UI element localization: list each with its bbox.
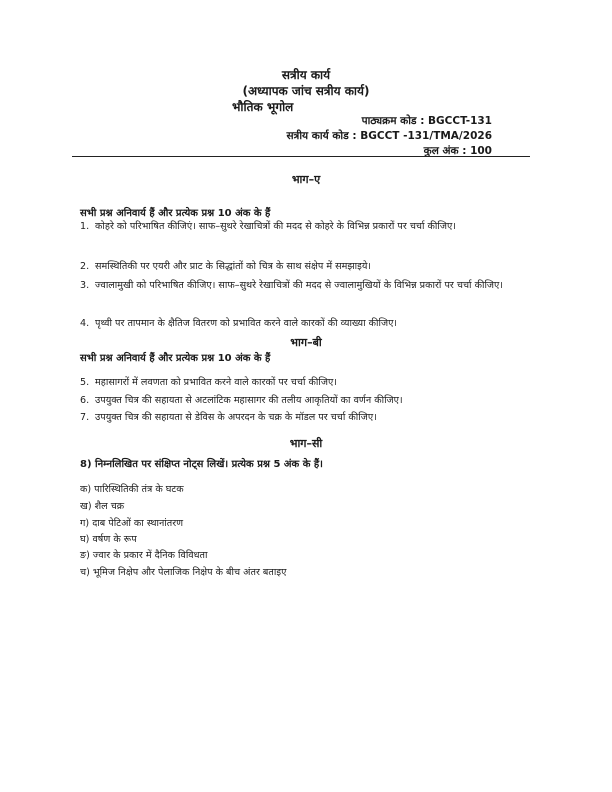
question-number: 1. bbox=[80, 221, 90, 232]
course-code: पाठ्यक्रम कोड : BGCCT-131 bbox=[361, 115, 492, 127]
question-text: ज्वालामुखी को परिभाषित कीजिए। साफ–सुथरे रेखाचित्रों की मदद से ज्वालामुखियों के विभिन्न प्रकारों पर चर्चा कीजिए। bbox=[95, 280, 503, 291]
subject-name: भौतिक भूगोल bbox=[232, 100, 294, 114]
note-item: घ) वर्षण के रूप bbox=[80, 534, 137, 545]
question-6 bbox=[80, 393, 520, 409]
question-number: 3. bbox=[80, 280, 90, 291]
question-number: 4. bbox=[80, 318, 90, 329]
question-number: 5. bbox=[80, 377, 90, 388]
note-item: क) पारिस्थितिकी तंत्र के घटक bbox=[80, 484, 184, 495]
question-text: समस्थितिकी पर एयरी और प्राट के सिद्धांतों को चित्र के साथ संक्षेप में समझाइये। bbox=[95, 261, 372, 272]
question-4 bbox=[80, 316, 520, 332]
question-3 bbox=[80, 278, 520, 310]
note-item: ङ) ज्वार के प्रकार में दैनिक विविधता bbox=[80, 550, 208, 561]
note-item: ख) शैल चक्र bbox=[80, 501, 125, 512]
page-title: सत्रीय कार्य bbox=[281, 68, 331, 82]
note-item: च) भूमिज निक्षेप और पेलाजिक निक्षेप के बीच अंतर बताइए bbox=[80, 567, 287, 578]
question-number: 2. bbox=[80, 261, 90, 272]
total-marks: कुल अंक : 100 bbox=[423, 145, 492, 157]
question-number: 6. bbox=[80, 395, 90, 406]
question-text: महासागरों में लवणता को प्रभावित करने वाले कारकों पर चर्चा कीजिए। bbox=[95, 377, 337, 388]
question-text: उपयुक्त चित्र की सहायता से अटलांटिक महासागर की तलीय आकृतियों का वर्णन कीजिए। bbox=[95, 395, 403, 406]
note-item: ग) दाब पेटिओं का स्थानांतरण bbox=[80, 518, 184, 529]
question-1 bbox=[80, 219, 520, 251]
header-divider bbox=[72, 156, 530, 157]
question-5 bbox=[80, 375, 520, 391]
section-a-heading: भाग–ए bbox=[291, 173, 321, 186]
section-b-instruction: सभी प्रश्न अनिवार्य हैं और प्रत्येक प्रश्न 10 अंक के हैं bbox=[80, 353, 271, 364]
question-2 bbox=[80, 259, 520, 275]
section-c-instruction: 8) निम्नलिखित पर संक्षिप्त नोट्स लिखें। प्रत्येक प्रश्न 5 अंक के हैं। bbox=[80, 459, 323, 470]
question-number: 7. bbox=[80, 412, 90, 423]
question-7 bbox=[80, 410, 520, 426]
question-text: उपयुक्त चित्र की सहायता से डेविस के अपरदन के चक्र के मॉडल पर चर्चा कीजिए। bbox=[95, 412, 377, 423]
section-c-heading: भाग–सी bbox=[289, 437, 323, 450]
section-b-heading: भाग–बी bbox=[290, 336, 322, 349]
page-subtitle: (अध्यापक जांच सत्रीय कार्य) bbox=[242, 84, 370, 98]
question-text: कोहरे को परिभाषित कीजिएं। साफ–सुथरे रेखाचित्रों की मदद से कोहरे के विभिन्न प्रकारों पर चर्चा कीजिए। bbox=[95, 221, 456, 232]
assignment-code: सत्रीय कार्य कोड : BGCCT -131/TMA/2026 bbox=[286, 130, 492, 142]
question-text: पृथ्वी पर तापमान के क्षैतिज वितरण को प्रभावित करने वाले कारकों की व्याख्या कीजिए। bbox=[95, 318, 398, 329]
section-a-instruction: सभी प्रश्न अनिवार्य हैं और प्रत्येक प्रश्न 10 अंक के हैं bbox=[80, 208, 271, 219]
